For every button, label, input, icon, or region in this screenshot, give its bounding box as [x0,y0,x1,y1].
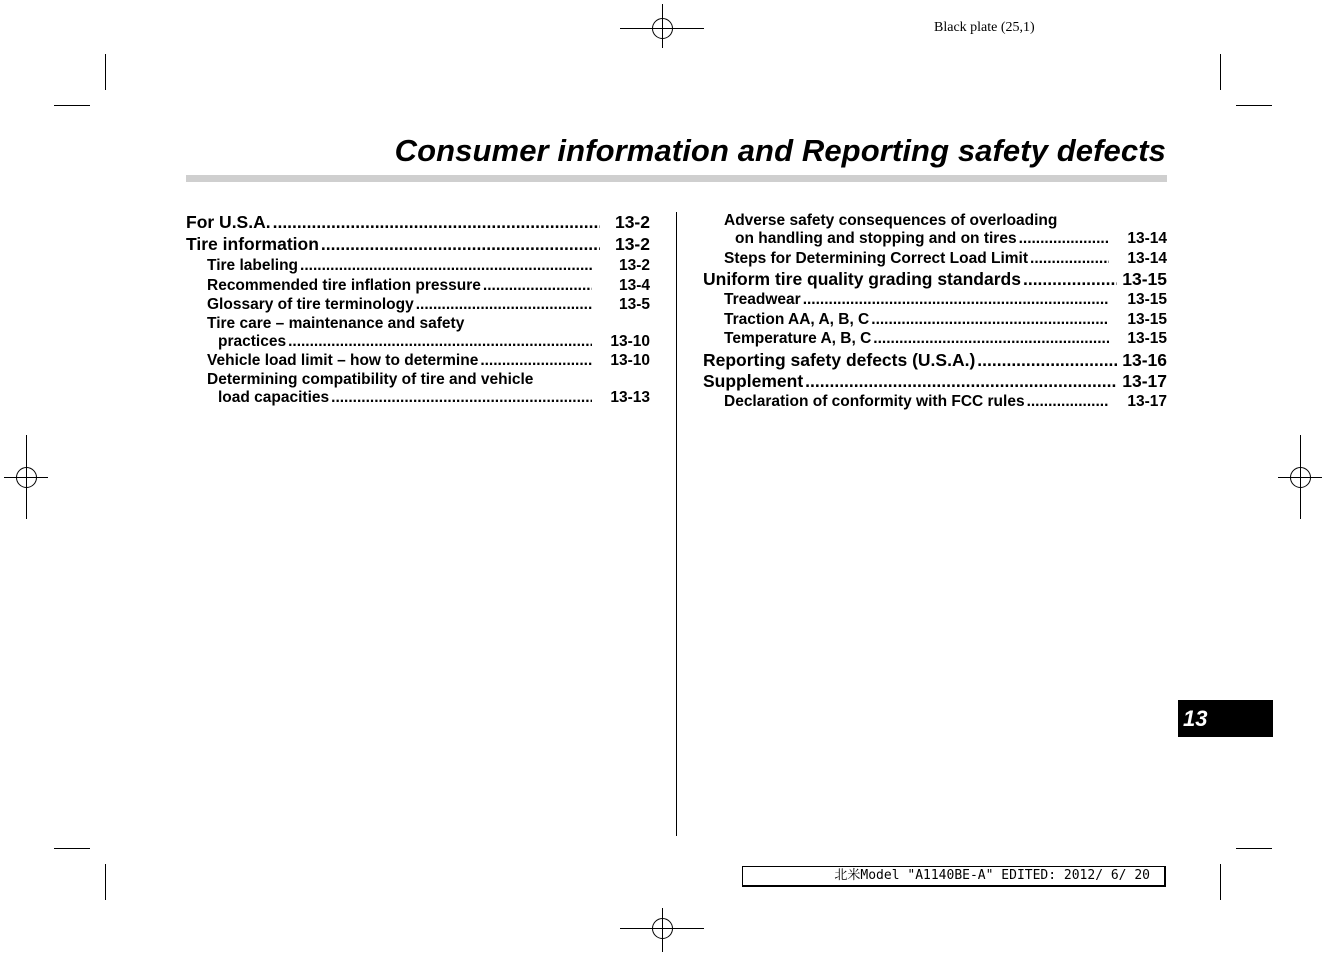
toc-entry[interactable] [724,310,1167,330]
toc-entry-page: 13-5 [618,296,650,313]
toc-entry-label: For U.S.A. [186,212,271,232]
toc-entry-label-line1: Tire care – maintenance and safety [207,314,465,332]
toc-entry[interactable] [207,295,650,315]
toc-entry-label: Reporting safety defects (U.S.A.) [703,349,976,370]
toc-entry-page: 13-4 [618,276,650,294]
toc-entry-page: 13-10 [610,332,650,350]
registration-mark-circle-icon [652,918,673,939]
toc-entry[interactable] [186,234,650,255]
toc-entry-page: 13-14 [1127,230,1167,247]
toc-entry-label: on handling and stopping and on tires [735,230,1017,247]
toc-entry[interactable] [724,392,1167,412]
toc-entry-label: Tire labeling [207,257,299,274]
crop-mark [1236,105,1272,106]
toc-entry[interactable] [703,350,1167,371]
crop-mark [1236,848,1272,849]
crop-mark [54,848,90,849]
title-underline [186,175,1167,182]
toc-entry-label: Supplement [703,370,804,391]
toc-entry-label: Temperature A, B, C [724,330,872,347]
crop-mark [54,105,90,106]
toc-entry-page: 13-2 [614,234,650,254]
toc-entry-label: Declaration of conformity with FCC rules [724,392,1025,410]
registration-mark-circle-icon [16,467,37,488]
crop-mark [1220,864,1221,900]
toc-entry[interactable] [207,351,650,371]
toc-entry-page: 13-13 [610,388,650,406]
registration-mark-circle-icon [1290,467,1311,488]
toc-entry-label: Steps for Determining Correct Load Limit [724,249,1029,267]
toc-entry-page: 13-14 [1127,249,1167,267]
toc-entry-label: Traction AA, A, B, C [724,310,870,328]
toc-entry-page: 13-2 [618,257,650,274]
toc-entry-page: 13-17 [1127,392,1167,410]
toc-entry-page: 13-15 [1122,269,1167,289]
column-divider [676,212,677,836]
crop-mark [1220,54,1221,90]
toc-entry-label: load capacities [218,388,330,406]
toc-entry[interactable] [724,290,1167,310]
footer-edit-stamp: 北米Model "A1140BE-A" EDITED: 2012/ 6/ 20 [742,866,1166,887]
toc-left-column [186,212,650,407]
toc-entry-label: Vehicle load limit – how to determine [207,352,479,369]
registration-mark-circle-icon [652,18,673,39]
toc-entry[interactable] [703,269,1167,290]
toc-right-column [703,212,1167,411]
toc-entry-label: Recommended tire inflation pressure [207,276,481,294]
page-title: Consumer information and Reporting safety defects [394,133,1166,168]
toc-entry-page: 13-16 [1122,349,1167,370]
plate-label: Black plate (25,1) [934,20,1035,35]
toc-entry-label: Tire information [186,234,319,254]
toc-entry-label-line1: Determining compatibility of tire and vehicle [207,370,534,388]
toc-entry-wrapped[interactable] [724,212,1167,249]
toc-entry-wrapped[interactable] [207,315,650,352]
toc-entry-label: practices [218,332,287,350]
chapter-tab[interactable]: 13 [1178,700,1273,737]
toc-entry-label-line1: Adverse safety consequences of overloading [724,212,1058,229]
toc-entry[interactable] [207,276,650,296]
toc-entry-page: 13-10 [610,352,650,369]
toc-entry-wrapped[interactable] [207,371,650,408]
toc-entry[interactable] [724,329,1167,349]
toc-entry[interactable] [703,371,1167,392]
toc-entry-page: 13-17 [1122,370,1167,391]
toc-entry-page: 13-15 [1127,310,1167,328]
toc-entry-page: 13-15 [1127,291,1167,308]
toc-entry[interactable] [724,249,1167,269]
crop-mark [105,54,106,90]
toc-entry[interactable] [186,212,650,233]
toc-entry[interactable] [207,256,650,276]
toc-entry-page: 13-15 [1127,330,1167,347]
toc-entry-label: Treadwear [724,291,801,308]
toc-entry-page: 13-2 [614,212,650,232]
toc-entry-label: Glossary of tire terminology [207,296,414,313]
crop-mark [105,864,106,900]
toc-entry-label: Uniform tire quality grading standards [703,269,1021,289]
